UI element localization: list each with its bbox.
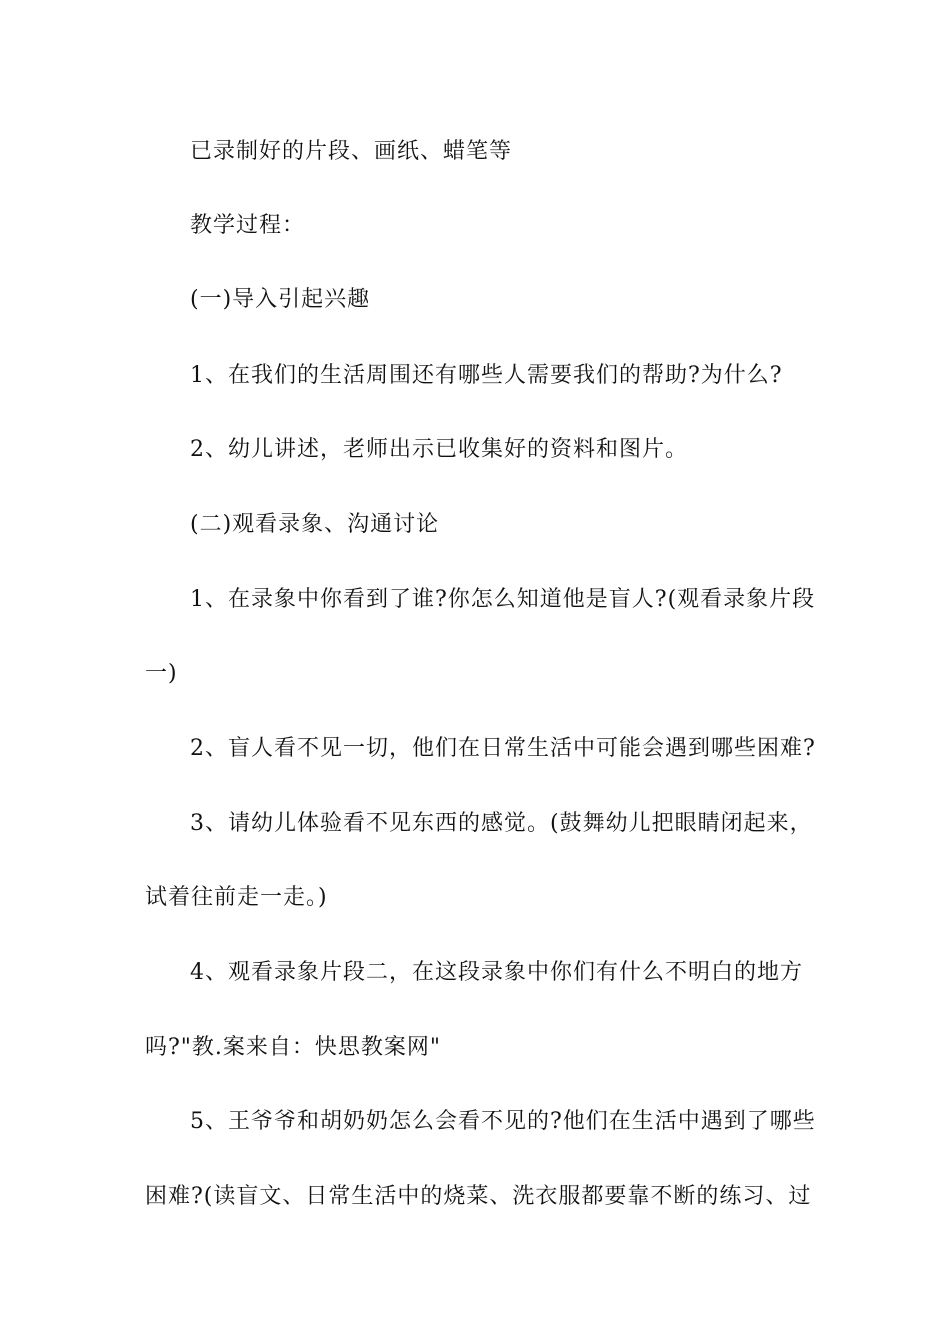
text-line-video-question-2: 2、盲人看不见一切，他们在日常生活中可能会遇到哪些困难? <box>190 736 816 761</box>
text-line-materials: 已录制好的片段、画纸、蜡笔等 <box>190 139 513 164</box>
text-line-video-question-3: 3、请幼儿体验看不见东西的感觉。(鼓舞幼儿把眼睛闭起来， <box>190 811 813 836</box>
text-line-question-1: 1、在我们的生活周围还有哪些人需要我们的帮助?为什么? <box>190 363 783 388</box>
text-line-video-question-5-cont: 困难?(读盲文、日常生活中的烧菜、洗衣服都要靠不断的练习、过 <box>145 1184 812 1209</box>
text-line-teaching-process: 教学过程： <box>190 213 306 238</box>
text-line-video-question-5: 5、王爷爷和胡奶奶怎么会看不见的?他们在生活中遇到了哪些 <box>190 1109 816 1134</box>
text-line-question-2: 2、幼儿讲述，老师出示已收集好的资料和图片。 <box>190 437 688 462</box>
text-line-video-question-1-cont: 一) <box>145 661 178 686</box>
section-heading-2: (二)观看录象、沟通讨论 <box>190 512 440 537</box>
text-line-video-question-4-cont: 吗?"教.案来自：快思教案网" <box>145 1035 442 1060</box>
text-line-video-question-4: 4、观看录象片段二，在这段录象中你们有什么不明白的地方 <box>190 960 803 985</box>
text-line-video-question-1: 1、在录象中你看到了谁?你怎么知道他是盲人?(观看录象片段 <box>190 587 816 612</box>
section-heading-1: (一)导入引起兴趣 <box>190 287 371 312</box>
text-line-video-question-3-cont: 试着往前走一走。) <box>145 885 328 910</box>
